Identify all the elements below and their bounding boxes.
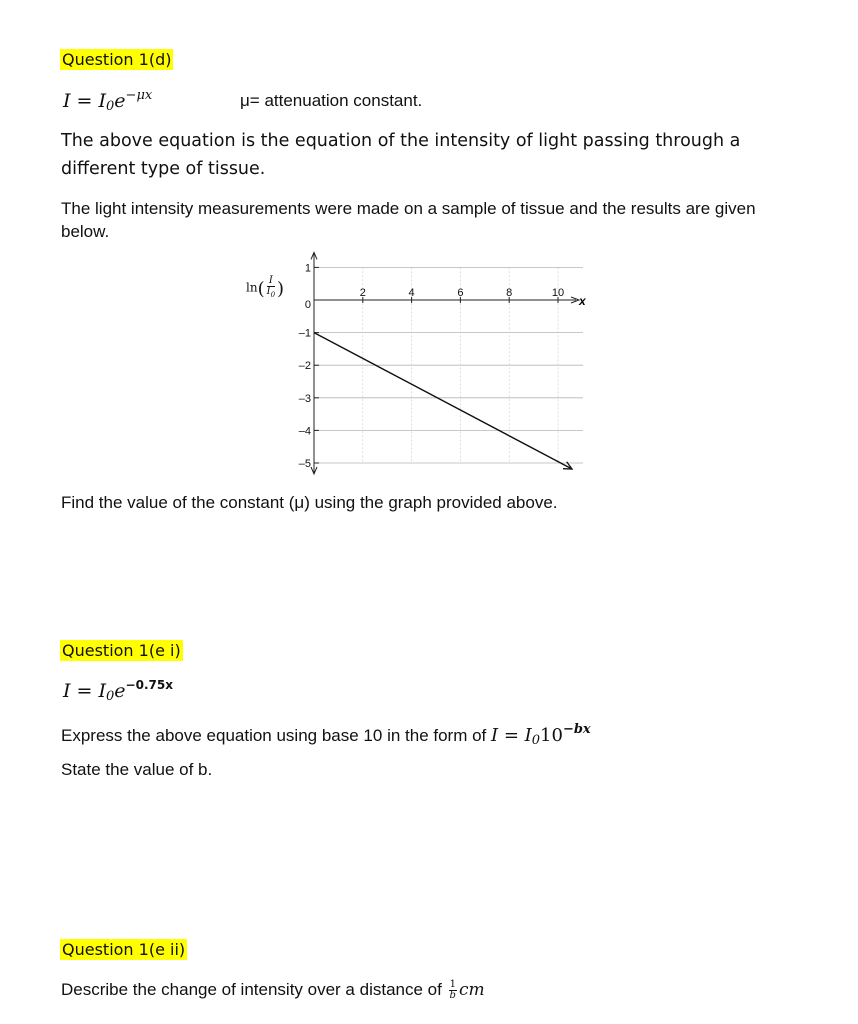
chart-series [314, 333, 572, 469]
intro-text: The light intensity measurements were made on a sample of tissue and the results are given below. [61, 199, 756, 241]
y-tick-label: –5 [298, 458, 311, 470]
x-tick-label: 6 [457, 287, 464, 299]
base10-form: $I = I_010^{-bx}$ [491, 722, 591, 748]
bold-description: The above equation is the equation of the intensity of light passing through a different type of tissue. [61, 131, 741, 179]
y-tick-label: –3 [298, 392, 311, 405]
describe-instruction: Describe the change of intensity over a distance of $\frac{1}{b}$ cm [61, 979, 485, 1002]
data-line [314, 333, 572, 469]
x-tick-label: 4 [408, 287, 415, 299]
chart-axes [311, 252, 579, 474]
y-axis-label: ln( $\frac{I}{I_0}$ ) [246, 275, 285, 300]
state-b-instruction: State the value of b. [61, 760, 213, 779]
equation-1ei: $I = I_0e^{-0.75x}$ [63, 678, 173, 704]
mu-definition: μ= attenuation constant. [240, 91, 423, 110]
x-axis-label: x [579, 294, 586, 308]
express-instruction: Express the above equation using base 10 in the form of $I = I_010^{-bx}$ [61, 722, 591, 748]
x-tick-label: 8 [506, 287, 513, 299]
question-1eii-heading: Question 1(e ii) [62, 940, 186, 959]
ln-intensity-chart [0, 0, 858, 500]
y-tick-label: 0 [304, 299, 311, 311]
chart-grid [314, 267, 583, 463]
equation-1d: $I = I_0e^{-\mu x}$ [63, 88, 153, 114]
y-tick-label: –1 [298, 327, 311, 340]
chart-ticks [299, 262, 564, 470]
y-tick-label: 1 [304, 262, 311, 275]
y-tick-label: –2 [298, 360, 311, 373]
find-mu-question: Find the value of the constant (μ) using the graph provided above. [61, 493, 558, 512]
y-tick-label: –4 [298, 425, 311, 438]
one-over-b-fraction: $\frac{1}{b}$ [449, 979, 456, 1002]
x-tick-label: 2 [359, 287, 366, 299]
question-1d-heading: Question 1(d) [62, 50, 172, 69]
x-tick-label: 10 [551, 287, 565, 299]
question-1ei-heading: Question 1(e i) [62, 641, 181, 660]
